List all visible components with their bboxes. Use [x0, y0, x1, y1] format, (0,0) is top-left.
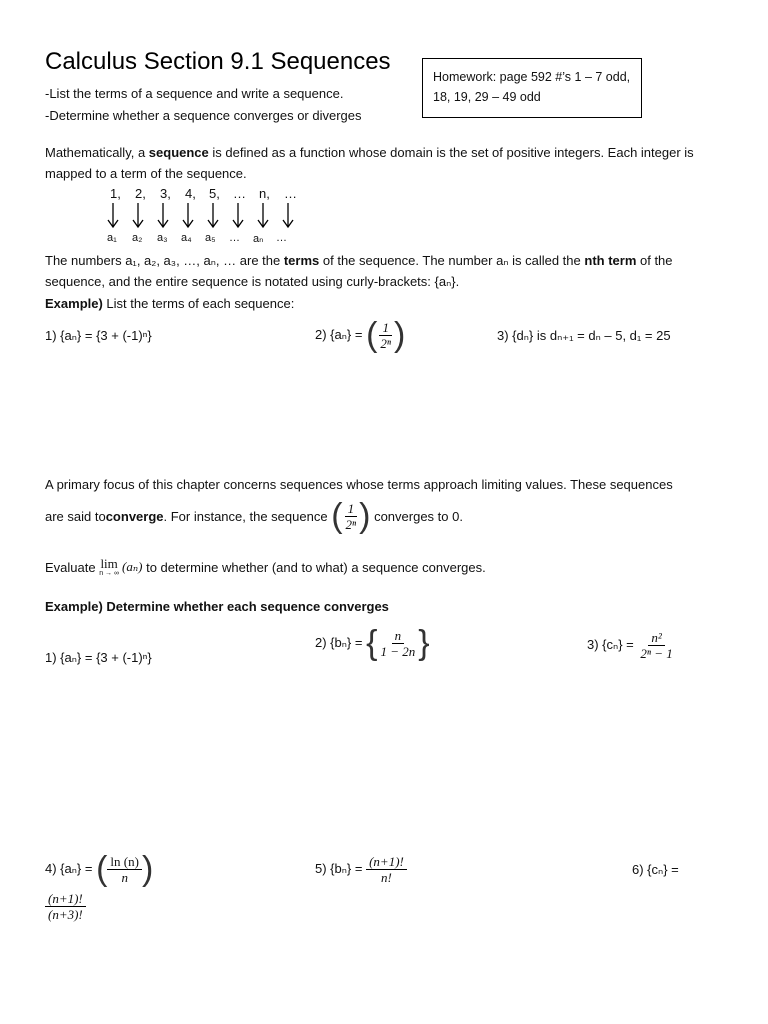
map-bottom-3: a₃ — [157, 232, 168, 244]
map-top-5: 5, — [209, 186, 220, 201]
converge-line-1: A primary focus of this chapter concerns sequences whose terms approach limiting values. These sequences — [45, 477, 673, 492]
objective-2: -Determine whether a sequence converges or diverges — [45, 108, 362, 123]
converge-line-2: are said to converge . For instance, the sequence ( $\frac{1}{\text{2ⁿ}}$ ) converges to 0. — [45, 497, 463, 535]
example-2-item-6-fraction — [45, 892, 86, 921]
evaluate-line: Evaluate lim n → ∞ (aₙ) to determine whether (and to what) a sequence converges. — [45, 556, 486, 577]
arrow-down-icon — [283, 203, 293, 227]
fraction: $\frac{1}{\text{2ⁿ}}$ — [345, 500, 357, 532]
example-2-item-4: 4) {aₙ} = ( $\frac{\ln (n)}{n}$ ) — [45, 850, 154, 888]
fraction: $\frac{\text{n²}}{\text{2ⁿ − 1}}$ — [640, 629, 673, 661]
arrow-down-icon — [183, 203, 193, 227]
map-top-4: 4, — [185, 186, 196, 201]
keyword-nth-term: nth term — [584, 253, 637, 268]
homework-box — [422, 58, 642, 118]
arrow-down-icon — [208, 203, 218, 227]
keyword-sequence: sequence — [148, 145, 209, 160]
arrow-down-icon — [258, 203, 268, 227]
example-2-item-2: 2) {bₙ} = { $\frac{n}{1 - 2n}$ } — [315, 624, 430, 662]
arrow-down-icon — [233, 203, 243, 227]
homework-line-1: Homework: page 592 #’s 1 – 7 odd, — [433, 70, 631, 84]
arrow-down-icon — [158, 203, 168, 227]
example-1-item-2: 2) {aₙ} = ( $\frac{1}{\text{2ⁿ}}$ ) — [315, 316, 406, 354]
page-title: Calculus Section 9.1 Sequences — [45, 48, 391, 75]
map-bottom-7: aₙ — [253, 233, 264, 245]
map-top-6: … — [233, 186, 246, 201]
limit-notation: lim n → ∞ — [99, 556, 119, 577]
fraction: $\frac{(n+1)!}{n!}$ — [366, 855, 407, 884]
map-bottom-6: … — [229, 232, 240, 244]
objective-1: -List the terms of a sequence and write a sequence. — [45, 86, 344, 101]
map-bottom-2: a₂ — [132, 232, 143, 244]
example-1-item-1: 1) {aₙ} = {3 + (-1)ⁿ} — [45, 328, 152, 343]
fraction: $\frac{\ln (n)}{n}$ — [107, 855, 142, 884]
mapping-arrows — [106, 202, 296, 230]
map-top-2: 2, — [135, 186, 146, 201]
example-2-item-3: 3) {cₙ} = $\frac{\text{n²}}{\text{2ⁿ − 1}}$ — [587, 622, 676, 668]
fraction: $\frac{n}{1 - 2n}$ — [380, 627, 416, 659]
keyword-terms: terms — [283, 253, 320, 268]
map-bottom-4: a₄ — [181, 232, 192, 244]
map-bottom-8: … — [276, 232, 287, 244]
map-bottom-5: a₅ — [205, 232, 216, 244]
map-top-8: … — [284, 186, 297, 201]
map-top-3: 3, — [160, 186, 171, 201]
map-top-1: 1, — [110, 186, 121, 201]
map-bottom-1: a₁ — [107, 232, 117, 244]
fraction: $\frac{1}{\text{2ⁿ}}$ — [380, 319, 392, 351]
keyword-converge: converge — [105, 508, 164, 524]
fraction: $\frac{(n+1)!}{(n+3)!}$ — [45, 892, 86, 921]
example-1-heading: Example) List the terms of each sequence: — [45, 296, 295, 311]
example-2-item-1: 1) {aₙ} = {3 + (-1)ⁿ} — [45, 650, 152, 665]
example-2-heading: Example) Determine whether each sequence converges — [45, 599, 389, 614]
terms-paragraph: The numbers a₁, a₂, a₃, …, aₙ, … are the terms of the sequence. The number aₙ is called the nth term of the sequence, and the entire sequence is notated using curly-brackets: {aₙ}. — [45, 253, 673, 289]
arrow-down-icon — [133, 203, 143, 227]
definition-paragraph: Mathematically, a sequence is defined as a function whose domain is the set of positive integers. Each integer is mapped to a term of the sequence. — [45, 145, 694, 181]
example-2-item-5: 5) {bₙ} = $\frac{(n+1)!}{n!}$ — [315, 846, 407, 892]
homework-line-2: 18, 19, 29 – 49 odd — [433, 90, 541, 104]
arrow-down-icon — [108, 203, 118, 227]
example-1-item-3: 3) {dₙ} is dₙ₊₁ = dₙ – 5, d₁ = 25 — [497, 328, 671, 343]
map-top-7: n, — [259, 186, 270, 201]
example-2-item-6-label: 6) {cₙ} = — [632, 862, 679, 877]
